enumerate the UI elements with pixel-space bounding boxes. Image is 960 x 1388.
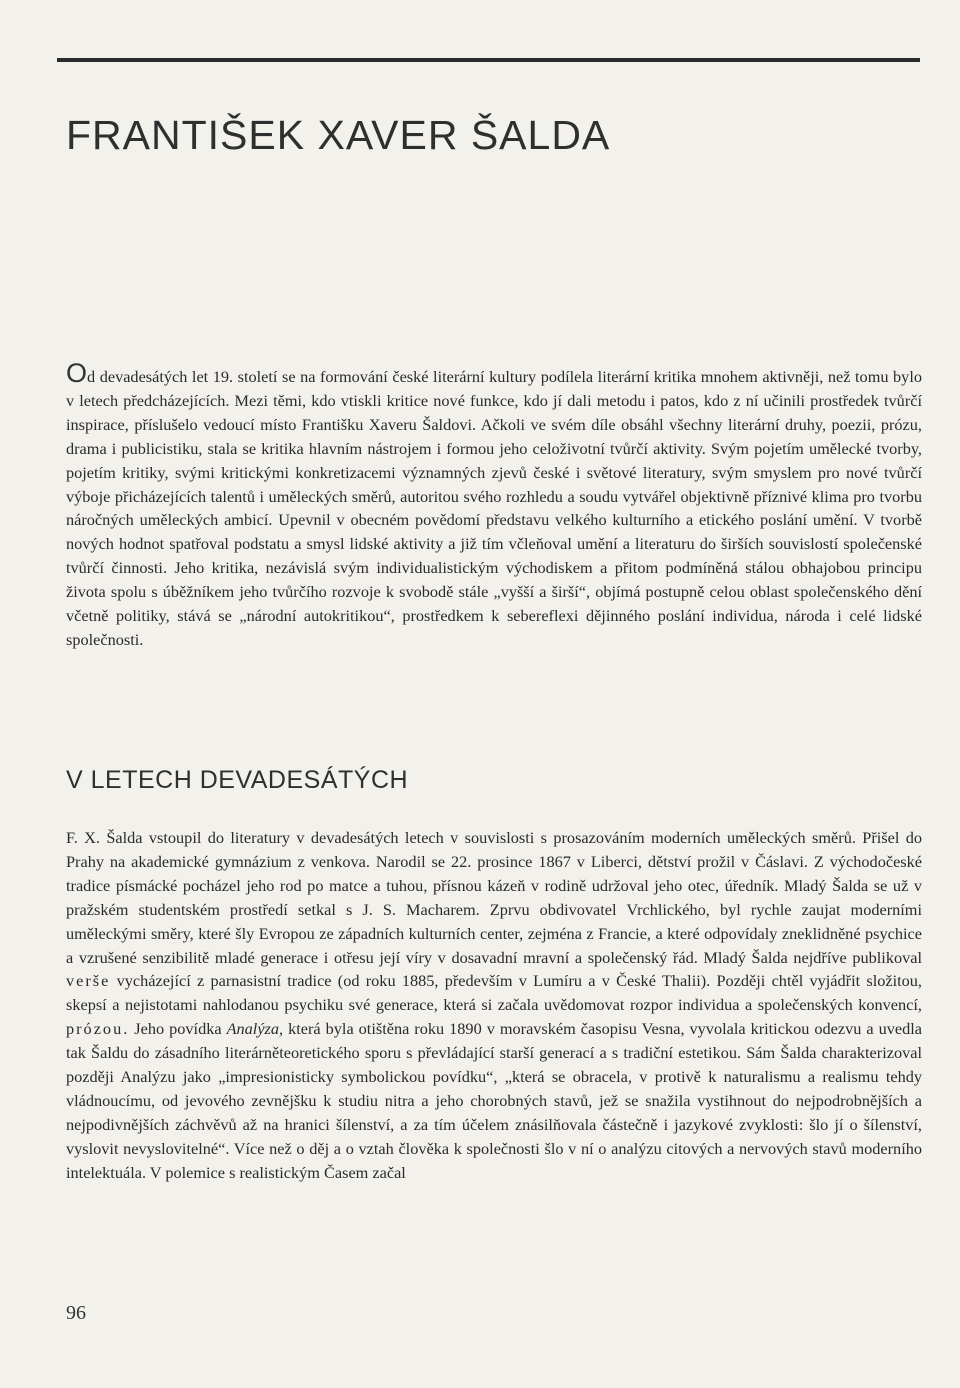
section-paragraph [66, 826, 922, 1185]
section-text-2: vycházející z parnasistní tradice (od roku 1885, především v Lumíru a v České Thalii). Později chtěl vyjádřit složitou, skepsí a nejistotami nahlodanou psychiku své generace, která si začala uvědomovat rozpor individua a společenských konvencí, [66, 971, 922, 1015]
intro-text: d devadesátých let 19. století se na formování české literární kultury podílela literární kritika mnohem aktivněji, než tomu bylo v letech předcházejících. Mezi těmi, kdo vtiskli kritice nové funkce, kdo jí dali metodu i patos, kdo z ní učinili prostředek tvůrčí inspirace, příslušelo vedoucí místo Františku Xaveru Šaldovi. Ačkoli ve svém díle obsáhl všechny literární druhy, poezii, prózu, drama i publicistiku, stala se kritika hlavním nástrojem i formou jeho celoživotní tvůrčí aktivity. Svým pojetím umělecké tvorby, pojetím kritiky, svými kritickými konkretizacemi významných zjevů české i světové literatury, svým smyslem pro nové tvůrčí výboje přicházejících talentů i uměleckých směrů, autoritou svého rozhledu a soudu vytvářel objektivně příznivé klima pro tvorbu náročných uměleckých ambicí. Upevnil v obecném povědomí představu velkého kulturního a etického poslání umění. V tvorbě nových hodnot spatřoval podstatu a smysl lidské aktivity a již tím včleňoval umění a literaturu do širších souvislostí společenské tvůrčí činnosti. Jeho kritika, nezávislá svým individualistickým východiskem a přitom podmíněná stálou obhajobou principu života spolu s úběžníkem jeho tvůrčího rozvoje k svobodě stále „vyšší a širší“, objímá postupně celou oblast společenského dění včetně politiky, stává se „národní autokritikou“, prostředkem k sebereflexi dějinného poslání individua, národa i celé lidské společnosti. [66, 367, 922, 649]
page-title: FRANTIŠEK XAVER ŠALDA [66, 112, 611, 158]
spaced-word-verse: verše [66, 971, 111, 991]
section-text-1: F. X. Šalda vstoupil do literatury v devadesátých letech v souvislosti s prosazováním moderních uměleckých směrů. Přišel do Prahy na akademické gymnázium z venkova. Narodil se 22. prosince 1867 v Liberci, dětství prožil v Čáslavi. Z východočeské tradice písmácké pocházel jeho rod po matce a tuhou, přísnou kázeň v rodině udržoval jeho otec, úředník. Mladý Šalda se už v pražském studentském prostředí setkal s J. S. Macharem. Zprvu obdivovatel Vrchlického, byl rychle zaujat moderními uměleckými směry, které šly Evropou ze západních kulturních center, zejména z Francie, a které odpovídaly zneklidněné psychice a vzrušené senzibilitě mladé generace i otřesu její víry v dosavadní mravní a společenský řád. Mladý Šalda nejdříve publikoval [66, 828, 922, 967]
section-heading: V LETECH DEVADESÁTÝCH [66, 766, 409, 794]
work-title-analyza: Analýza, [226, 1019, 284, 1039]
drop-cap: O [66, 358, 88, 388]
page-number: 96 [66, 1302, 86, 1324]
section-text-4: která byla otištěna roku 1890 v moravském časopisu Vesna, vyvolala kritickou odezvu a uvedla tak Šaldu do zásadního literárněteoretického sporu s převládající starší generací a s tradiční estetikou. Sám Šalda charakterizoval později Analýzu jako „impresionisticky symbolickou povídku“, „která se obracela, v protivě k naturalismu a realismu tehdy vládnoucímu, od jevového zevnějšku k studiu nitra a jeho chorobných stavů, jež se snažila vystihnout do nejpodrobnějších a nejpodivnějších záchvěvů až na hranici šílenství, a za tím účelem znásilňovala částečně i jazykové zvyklosti: šlo jí o šílenství, vyslovit nevyslovitelné“. Více než o děj a o vztah člověka k společnosti šlo v ní o analýzu citových a nervových stavů moderního intelektuála. V polemice s realistickým Časem začal [66, 1019, 922, 1182]
intro-paragraph [66, 360, 922, 652]
section-text-3: Jeho povídka [134, 1019, 222, 1039]
spaced-word-prozou: prózou. [66, 1019, 130, 1039]
top-rule [57, 58, 920, 62]
